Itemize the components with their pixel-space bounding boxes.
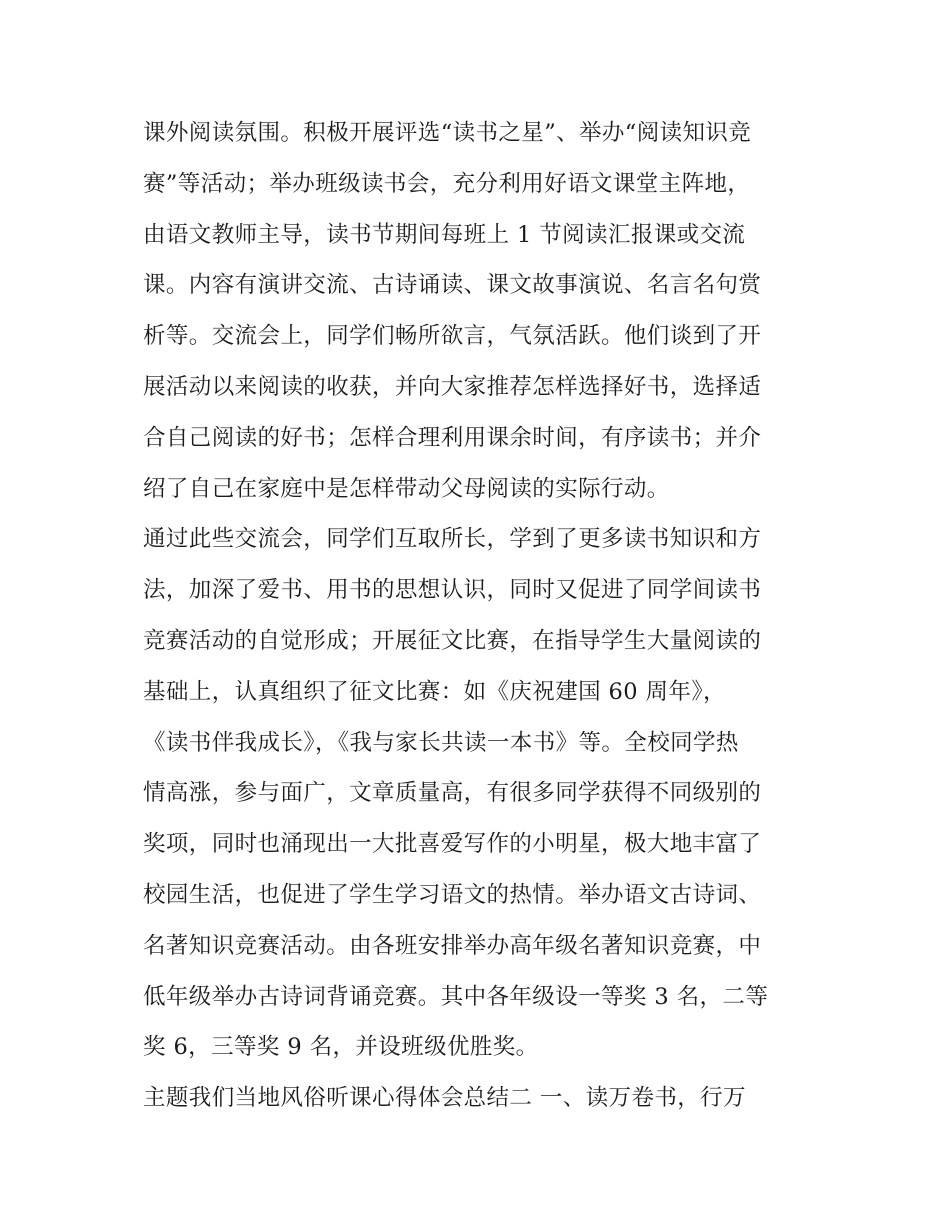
text-line: 展活动以来阅读的收获，并向大家推荐怎样选择好书，选择适 [143, 373, 762, 400]
text-line: 法，加深了爱书、用书的思想认识，同时又促进了同学间读书 [143, 577, 762, 604]
text-line: 《读书伴我成长》，《我与家长共读一本书》等。全校同学热 [143, 729, 739, 756]
text-line: 奖项，同时也涌现出一大批喜爱写作的小明星，极大地丰富了 [143, 831, 762, 858]
text-line: 校园生活，也促进了学生学习语文的热情。举办语文古诗词、 [143, 881, 762, 908]
text-line: 通过此些交流会，同学们互取所长，学到了更多读书知识和方 [143, 526, 762, 553]
text-line: 低年级举办古诗词背诵竞赛。其中各年级设一等奖 3 名，二等 [143, 983, 769, 1010]
text-line: 赛”等活动；举办班级读书会，充分利用好语文课堂主阵地， [143, 170, 751, 197]
text-line: 由语文教师主导，读书节期间每班上 1 节阅读汇报课或交流 [143, 221, 746, 248]
text-line: 竞赛活动的自觉形成；开展征文比赛，在指导学生大量阅读的 [143, 627, 762, 654]
text-line: 情高涨，参与面广，文章质量高，有很多同学获得不同级别的 [143, 780, 762, 807]
text-line: 析等。交流会上，同学们畅所欲言，气氛活跃。他们谈到了开 [143, 323, 762, 350]
text-line: 主题我们当地风俗听课心得体会总结二 一、读万卷书，行万 [143, 1085, 746, 1112]
text-line: 基础上，认真组织了征文比赛：如《庆祝建国 60 周年》， [143, 678, 726, 705]
text-line: 绍了自己在家庭中是怎样带动父母阅读的实际行动。 [143, 475, 670, 502]
text-line: 名著知识竞赛活动。由各班安排举办高年级名著知识竞赛，中 [143, 932, 762, 959]
text-line: 课外阅读氛围。积极开展评选“读书之星”、举办“阅读知识竞 [143, 120, 752, 146]
body-text [143, 108, 823, 1124]
text-line: 合自己阅读的好书；怎样合理利用课余时间，有序读书；并介 [143, 424, 762, 451]
text-line: 奖 6，三等奖 9 名，并设班级优胜奖。 [143, 1034, 539, 1061]
text-line: 课。内容有演讲交流、古诗诵读、课文故事演说、名言名句赏 [143, 272, 762, 299]
